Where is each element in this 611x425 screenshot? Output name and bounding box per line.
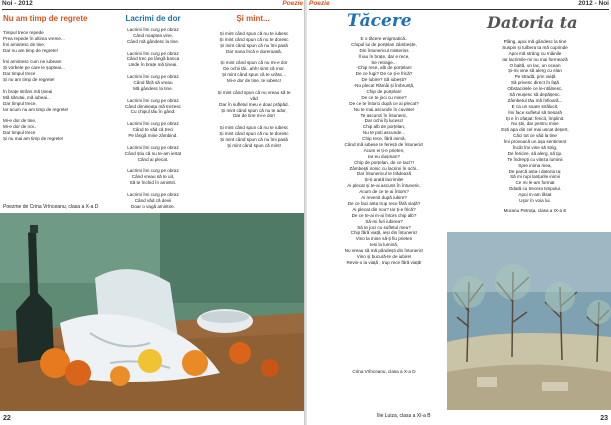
poem-line: Și mint când spun că nu te iubesc	[219, 125, 289, 131]
poem-line: Lacrimi îmi curg pe obraz	[127, 97, 179, 103]
poem-line: Și mint când spun că nu îmi pasă	[220, 137, 288, 143]
poem-line: Să-mi furi iubirea?	[365, 218, 403, 224]
poem-line: Lacrimi îmi curg pe obraz	[127, 27, 179, 32]
poem-line: Vino și bucură-te de iubire!	[356, 253, 412, 259]
poem-line: Vino la mine să-ți fiu prieten	[355, 236, 413, 242]
right-header-rule	[309, 9, 609, 10]
datoria-ta-credit: Muranu Petruța, clasa a IX-a E	[503, 208, 567, 213]
poem-line: Plâng, apoi mă gândesc la tine	[503, 39, 567, 44]
right-header-section: Poezie	[309, 0, 330, 7]
poem-line: Lacrimi îmi curg pe obraz	[127, 50, 179, 56]
poem-line: Îl iau în brațe, dar e rece,	[358, 53, 410, 59]
poem-body-nu-am-timp	[3, 30, 68, 142]
poem-line: Să reușesc să depășesc.	[509, 92, 561, 98]
poem-line: Iar eu dușman?	[368, 153, 400, 159]
left-page-number: 22	[3, 415, 11, 422]
poem-line: Ești apa din cel mai uscat deșert,	[501, 127, 569, 133]
poem-line: Apoi m-am lăsat	[518, 192, 552, 198]
poem-title-lacrimi-de-dor: Lacrimi de dor	[125, 14, 181, 23]
poem-line: Obstacolele ce le-ntâlnesc,	[507, 86, 563, 92]
poem-line: -Chip rece, alb de porțelan!	[356, 65, 412, 71]
poem-title-datoria-ta: Datoria ta	[487, 13, 578, 32]
poem-line: Când noaptea vine,	[133, 32, 173, 38]
poem-line: Îmi provoacă un așa sentiment	[503, 139, 567, 145]
poem-line: Dar timpul trece	[3, 71, 36, 77]
poem-line: Te îndrepți cu viteza luminii	[507, 156, 563, 162]
poem-line: Și mint când spun că nu te doresc	[219, 36, 289, 42]
poem-line: Dar întunericul te trădează	[356, 171, 412, 177]
poem-line: Zâmbești ironic cu lacrimi în ochi..	[349, 165, 419, 171]
poem-line: Lacrimi îmi curg pe obraz	[127, 168, 179, 174]
poem-line: Mi-e dor de tine,	[3, 118, 37, 124]
poem-line: Chip rece, fără inimă,	[362, 136, 406, 142]
poem-line: Și mint când spun că nu îmi pasă	[220, 42, 288, 48]
poem-line: De ochii tăi...ahh! simt că mor.	[223, 66, 285, 72]
poem-line: Lacrimi îmi curg pe obraz	[127, 191, 179, 197]
poem-line: O baltă, un lac, un ocean	[509, 62, 561, 68]
poem-line: Nu vreau să mă pândești din întuneric!	[344, 248, 424, 254]
poem-line: Acum ei ți-e prieten,	[363, 147, 405, 153]
poem-title-si-mint: Și mint...	[236, 14, 270, 23]
poem-line: Suspin și tulbera ta mă cuprinde	[502, 44, 568, 50]
poem-line: Mi-e dor de tine, te iubesc!	[226, 78, 282, 84]
poem-body-tacere	[309, 36, 459, 266]
poem-line: De iubire? Să iubești?	[361, 77, 407, 83]
poem-line: Și mint când spun că nu te iubesc	[219, 31, 289, 36]
tacere-credit: Crina Vrînceanu, clasa a X-a D	[352, 369, 416, 374]
poem-line: Chip fără viață, ieși din întuneric!	[350, 230, 418, 236]
poem-line: Și mint când spun că mint!	[227, 142, 281, 148]
poem-line: Lacrimi îmi curg pe obraz	[127, 144, 179, 150]
poem-line: Dar nana încă e dureroasă.	[226, 48, 282, 54]
poem-line: De ce fugi? De ce ți-e frică?	[355, 71, 413, 77]
poem-line: Și-mi vine să alerg cu elan	[508, 68, 562, 74]
poem-line: De ce te-ai m-ai întors chip alb?	[351, 212, 417, 218]
poem-line: -Nu pleca! Rămâi și îmbrunță,	[353, 83, 415, 89]
poem-line: Spre inima mea,	[518, 162, 552, 168]
poem-line: Te ascunzi în întuneric,	[360, 112, 408, 118]
poem-line: Dar nu am timp de regrete!	[3, 47, 58, 53]
poem-line: Mă gândesc la tine.	[133, 85, 173, 91]
poem-line: Când fără să vreau	[133, 80, 173, 86]
poem-line: Când dimineața mă trezesc	[125, 103, 181, 109]
poem-line: Dar de tine mi-e dor!	[233, 113, 275, 119]
poem-line: Când te văd că treci	[132, 127, 174, 133]
poem-line: Dar ochii îți lucesc!	[364, 118, 404, 124]
poem-line: Mă sărutai, mă iubeai...	[3, 94, 51, 100]
poem-line: Să te joci cu sufletul meu?	[357, 224, 411, 230]
poem-line: Mi-e dor de noi..	[3, 124, 37, 130]
poem-line: De ce faci asta trup rece fără viață?	[347, 200, 421, 206]
poem-line: Nu te mai ascunde în cuvinte!	[353, 106, 415, 112]
poem-line: E ca un soare strălucit,	[511, 103, 559, 109]
poem-line: Și mint când spun că nu mi-e dor	[220, 60, 288, 66]
poem-line: Dar în sufletul meu e doar prăpăd.	[219, 101, 289, 107]
bottom-credit: Ilie Luiza, clasa a XI-a B	[377, 413, 431, 419]
poem-line: Și mint când spun că te urăsc...	[221, 72, 287, 78]
poem-line: Și mint când spun că nu vreau să te	[217, 89, 291, 95]
poem-line: Să privesc direct în față	[510, 80, 559, 86]
poem-line: Când văd că devii	[134, 197, 172, 203]
poem-line: Lacrimi îmi curg pe obraz	[127, 121, 179, 127]
poem-line: Acum de ce te ai întors?	[359, 189, 409, 195]
poem-line: Cu chipul tău în gând.	[130, 109, 176, 115]
poem-line: Ai plecat din nou? Iar ți-e frică?	[352, 206, 416, 212]
poem-body-datoria-ta	[461, 39, 609, 204]
poem-line: Iar lacrimile-mi nu mai formează	[502, 56, 568, 62]
poem-line: Când ai plecat.	[137, 156, 169, 162]
poem-line: Când mă iubese te ferești de întuneric!	[344, 142, 424, 148]
left-poems-credit: Poezme de Crina Vrînceanu, clasa a X-a D	[3, 204, 99, 210]
poem-line: Iar acum nu am timp de regrete!	[3, 106, 69, 112]
poem-line: De fericire, să alerg, să țip.	[507, 150, 563, 156]
poem-title-nu-am-timp: Nu am timp de regrete	[3, 14, 88, 23]
poem-line: Zâmbetul tău mă înfioară...	[507, 97, 563, 103]
poem-line: Și vorbele pe care le șopteai...	[3, 65, 65, 71]
poem-line: Chip alb de porțelan,	[362, 124, 406, 130]
poem-line: Ai revenit după iubire?	[361, 195, 407, 201]
poem-line: Din întunericul misterios	[359, 47, 409, 53]
poem-line: În brațe strâns mă țineai	[3, 88, 53, 94]
right-page-number: 23	[600, 415, 608, 422]
poem-line: Lacrimi îmi curg pe obraz	[127, 74, 179, 80]
poem-line: Și-ți arată lacrimile!	[364, 177, 404, 183]
poem-line: De parcă asta-i datoria ta:	[508, 168, 562, 174]
poem-line: Îmi amintesc de tine,	[3, 41, 46, 47]
poem-line: De ce te joci cu mine?	[361, 94, 407, 100]
poem-line: Chipul lui de porțelan zâmbește,	[351, 41, 417, 47]
poem-line: Iesi la lumină,	[369, 242, 399, 248]
poem-line: Revin-o la viață , trup rece fără viață!	[346, 259, 422, 265]
poem-line: Timpul trece repede	[3, 30, 44, 35]
poem-line: Când vreau să te uit,	[131, 174, 175, 180]
poem-line: Chip de porțelan!	[366, 89, 402, 95]
poem-line: Când trec pe lângă banca	[126, 56, 180, 62]
poem-line: Ai plecat și te-ai ascuns în întuneric.	[347, 183, 421, 189]
winter-landscape-painting	[447, 232, 611, 410]
poem-line: Și mint când spun că nu te ador,	[221, 107, 287, 113]
poem-line: Chip de porțelan, de ce taci?!	[354, 159, 414, 165]
poem-line: Să te închid în amintiri.	[129, 180, 177, 186]
poem-line: Îmi face sufletul să tresară	[508, 109, 562, 115]
left-header-section: Poezie	[282, 0, 303, 7]
poem-line: Îmi amintesc cum ne iubeam	[3, 59, 62, 65]
poem-line: Nu știi, dar pentru mine	[511, 121, 559, 127]
poem-line: Când știu că nu te-am iertat	[124, 150, 182, 156]
poem-line: De ce te întorci după ce ai plecat?	[349, 100, 419, 106]
poem-body-si-mint	[205, 31, 303, 149]
poem-line: Și nu am timp de regrete!	[3, 77, 55, 83]
poem-line: Pe lângă mine zâmbind.	[128, 133, 178, 139]
poem-line: Când mă gândesc la tine.	[126, 38, 180, 44]
poem-line: Odată cu trecera timpului.	[508, 186, 562, 192]
poem-line: Ce mi le-am format	[515, 180, 555, 186]
poem-line: Se retrage...	[371, 59, 397, 65]
poem-line: Să mi rupi lanțurile inimii	[510, 174, 560, 180]
poem-line: Căci tot ce văd la tine	[513, 133, 557, 139]
poem-line: Nu te poti ascunde...	[362, 130, 406, 136]
poem-body-lacrimi-de-dor	[103, 27, 203, 210]
poem-line: E o tăcere enigmatică..	[360, 36, 408, 41]
poem-title-tacere: Tăcere	[347, 11, 412, 31]
poem-line: Uşor în voia lui.	[519, 198, 551, 204]
left-header-rule	[2, 9, 302, 10]
left-page	[0, 0, 305, 425]
poem-line: Dar timpul trece,	[3, 100, 37, 106]
right-header-issue: 2012 - Noi	[578, 0, 609, 7]
poem-line: Prea repede în ultima vreme...	[3, 35, 65, 41]
still-life-painting	[0, 213, 305, 411]
poem-line: văd	[250, 95, 258, 101]
poem-line: Și nu mai am timp de regrete!	[3, 136, 64, 142]
poem-line: Doar o vagă amintire.	[131, 203, 175, 209]
poem-line: Apoi mă strâng cu mâinile	[508, 50, 562, 56]
right-page	[307, 0, 611, 425]
poem-line: Pe stradă, prin viață	[514, 74, 556, 80]
left-header-issue: Noi - 2012	[2, 0, 33, 7]
poem-line: Și mint când spun că nu te doresc	[219, 131, 289, 137]
poem-line: Și e în ofațiat: fericit, împlinit.	[505, 115, 565, 121]
poem-line: Unde în brațe mă țineai.	[128, 62, 178, 68]
poem-line: Încât îmi vine să strig,	[512, 145, 558, 151]
poem-line: Dar timpul trece	[3, 130, 36, 136]
